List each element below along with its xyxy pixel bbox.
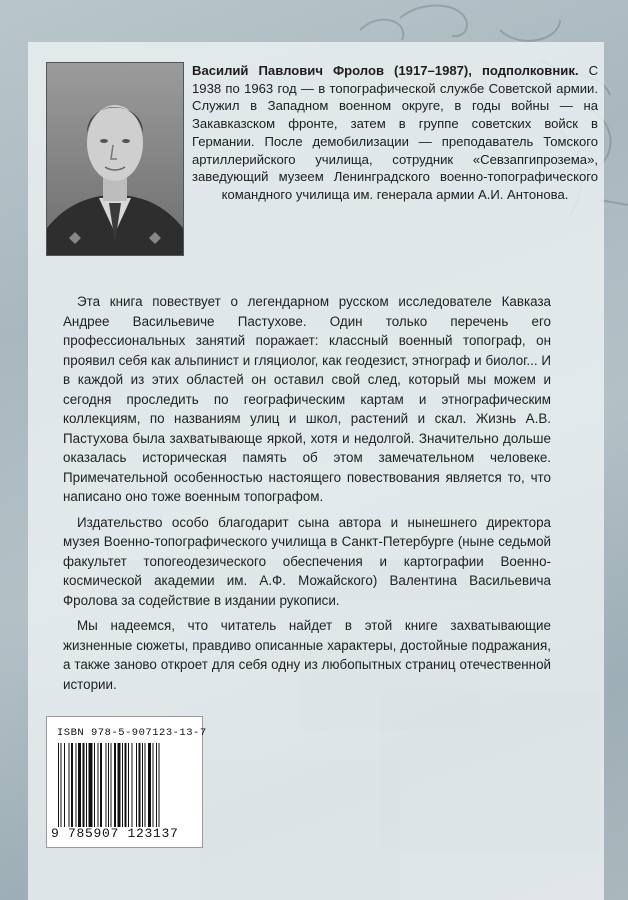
paragraph-3: Мы надеемся, что читатель найдет в этой книге захватывающие жизненные сюжеты, правдиво описанные характеры, достойные подражания, а также заново откроет для себя одну из любопытных страниц отечественной истории. (63, 618, 551, 692)
author-bio-text: С 1938 по 1963 год — в топографической службе Советской армии. Служил в Западном военном округе, в годы войны — на Закавказском фронте, затем в группе советских войск в Германии. После демобилизации — преподаватель Томского артиллерийского училища, сотрудник «Севзапгипрозема», заведующий музеем Ленинградского военно-топографического командного училища им. генерала армии А.И. Антонова. (192, 63, 599, 202)
author-rank: подполковник. (481, 63, 579, 78)
author-bio (192, 62, 598, 204)
ean-digits: 9 785907 123137 (51, 826, 179, 841)
isbn-label: ISBN 978-5-907123-13-7 (57, 727, 207, 739)
barcode-bars (56, 743, 190, 827)
annotation-text (63, 292, 551, 700)
author-name: Василий Павлович Фролов (1917–1987), (192, 63, 472, 78)
paragraph-1: Эта книга повествует о легендарном русском исследователе Кавказа Андрее Васильевиче Пастухове. Один только перечень его профессиональных занятий поражает: классный военный топограф, он проявил себя как альпинист и гляциолог, как геодезист, этнограф и биолог... И в каждой из этих областей он оставил свой след, который мы можем и сегодня проследить по географическим картам и этнографическим коллекциям, по названиям улиц и школ, растений и скал. Жизнь А.В. Пастухова была захватывающе яркой, хотя и недолгой. Значительно дольше оказалась историческая память об этом замечательном человеке. Примечательной особенностью настоящего повествования является то, что написано оно тоже военным топографом. (63, 294, 551, 504)
isbn-barcode (46, 716, 207, 848)
author-block (46, 62, 606, 264)
author-photo (46, 62, 184, 256)
paragraph-2: Издательство особо благодарит сына автора и нынешнего директора музея Военно-топографического училища в Санкт-Петербурге (ныне седьмой факультет топогеодезического обеспечения и картографии Военно-космической академии им. А.Ф. Можайского) Валентина Васильевича Фролова за содействие в издании рукописи. (63, 514, 551, 608)
